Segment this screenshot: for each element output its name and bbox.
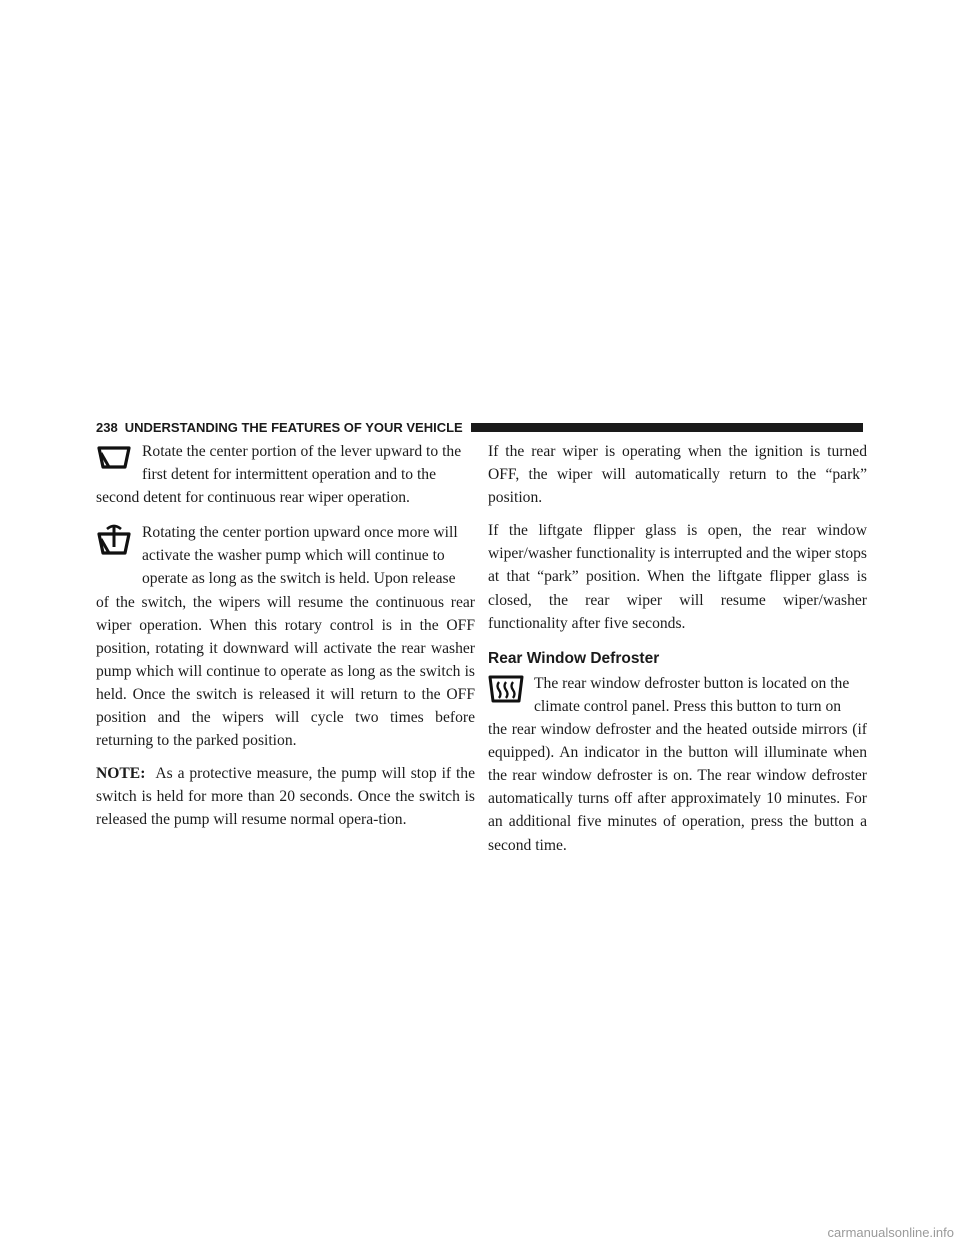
- rear-washer-paragraph: [96, 521, 475, 752]
- header-rule: [471, 423, 863, 432]
- watermark: carmanualsonline.info: [827, 1225, 954, 1240]
- note-paragraph: [96, 762, 475, 831]
- rear-wiper-paragraph: [96, 440, 475, 509]
- rear-defroster-line2: climate control panel. Press this button to turn on: [534, 697, 842, 715]
- section-title: UNDERSTANDING THE FEATURES OF YOUR VEHICLE: [124, 419, 463, 435]
- left-column: [96, 440, 475, 842]
- liftgate-paragraph: If the liftgate flipper glass is open, the rear window wiper/washer functionality is interrupted and the wiper stops at that “park” position. When the liftgate flipper glass is closed, the rear wiper will resume wiper/washer functionality after five seconds.: [488, 522, 867, 632]
- rear-wiper-icon: [96, 442, 132, 472]
- rear-defroster-heading: Rear Window Defroster: [488, 649, 660, 667]
- note-label: NOTE:: [96, 765, 146, 783]
- rear-wiper-line1: Rotate the center portion of the lever upward to the: [142, 443, 462, 460]
- rear-washer-icon: [96, 523, 132, 555]
- page-number: 238: [96, 419, 118, 435]
- rear-washer-line3: operate as long as the switch is held. Upon release: [142, 570, 456, 588]
- rear-defroster-rest: the rear window defroster and the heated outside mirrors (if equipped). An indicator in the button will illuminate when the rear window defroster is on. The rear window defroster automatically turns off after approximately 10 minutes. For an additional five minutes of operation, press the button a second time.: [488, 721, 867, 854]
- rear-washer-rest: of the switch, the wipers will resume the continuous rear wiper operation. When this rotary control is in the OFF position, rotating it downward will activate the rear washer pump which will continue to operate as long as the switch is held. Once the switch is released it will return to the OFF position and the wipers will cycle two times before returning to the parked position.: [96, 593, 475, 750]
- rear-washer-line2: activate the washer pump which will continue to: [142, 547, 445, 565]
- rear-defroster-icon: [488, 674, 524, 704]
- rear-wiper-line2: first detent for intermittent operation and to the: [142, 466, 437, 484]
- rear-defroster-line1: The rear window defroster button is located on the: [534, 674, 850, 692]
- page-header: [96, 418, 863, 436]
- ignition-off-paragraph: If the rear wiper is operating when the ignition is turned OFF, the wiper will automatically return to the “park” position.: [488, 443, 867, 507]
- right-column: [488, 440, 867, 867]
- rear-washer-line1: Rotating the center portion upward once more will: [142, 524, 458, 542]
- rear-defroster-paragraph: [488, 672, 867, 857]
- note-text: As a protective measure, the pump will stop if the switch is held for more than 20 seconds. Once the switch is released the pump will resume normal opera-tion.: [96, 765, 475, 829]
- rear-wiper-rest: second detent for continuous rear wiper operation.: [96, 489, 410, 507]
